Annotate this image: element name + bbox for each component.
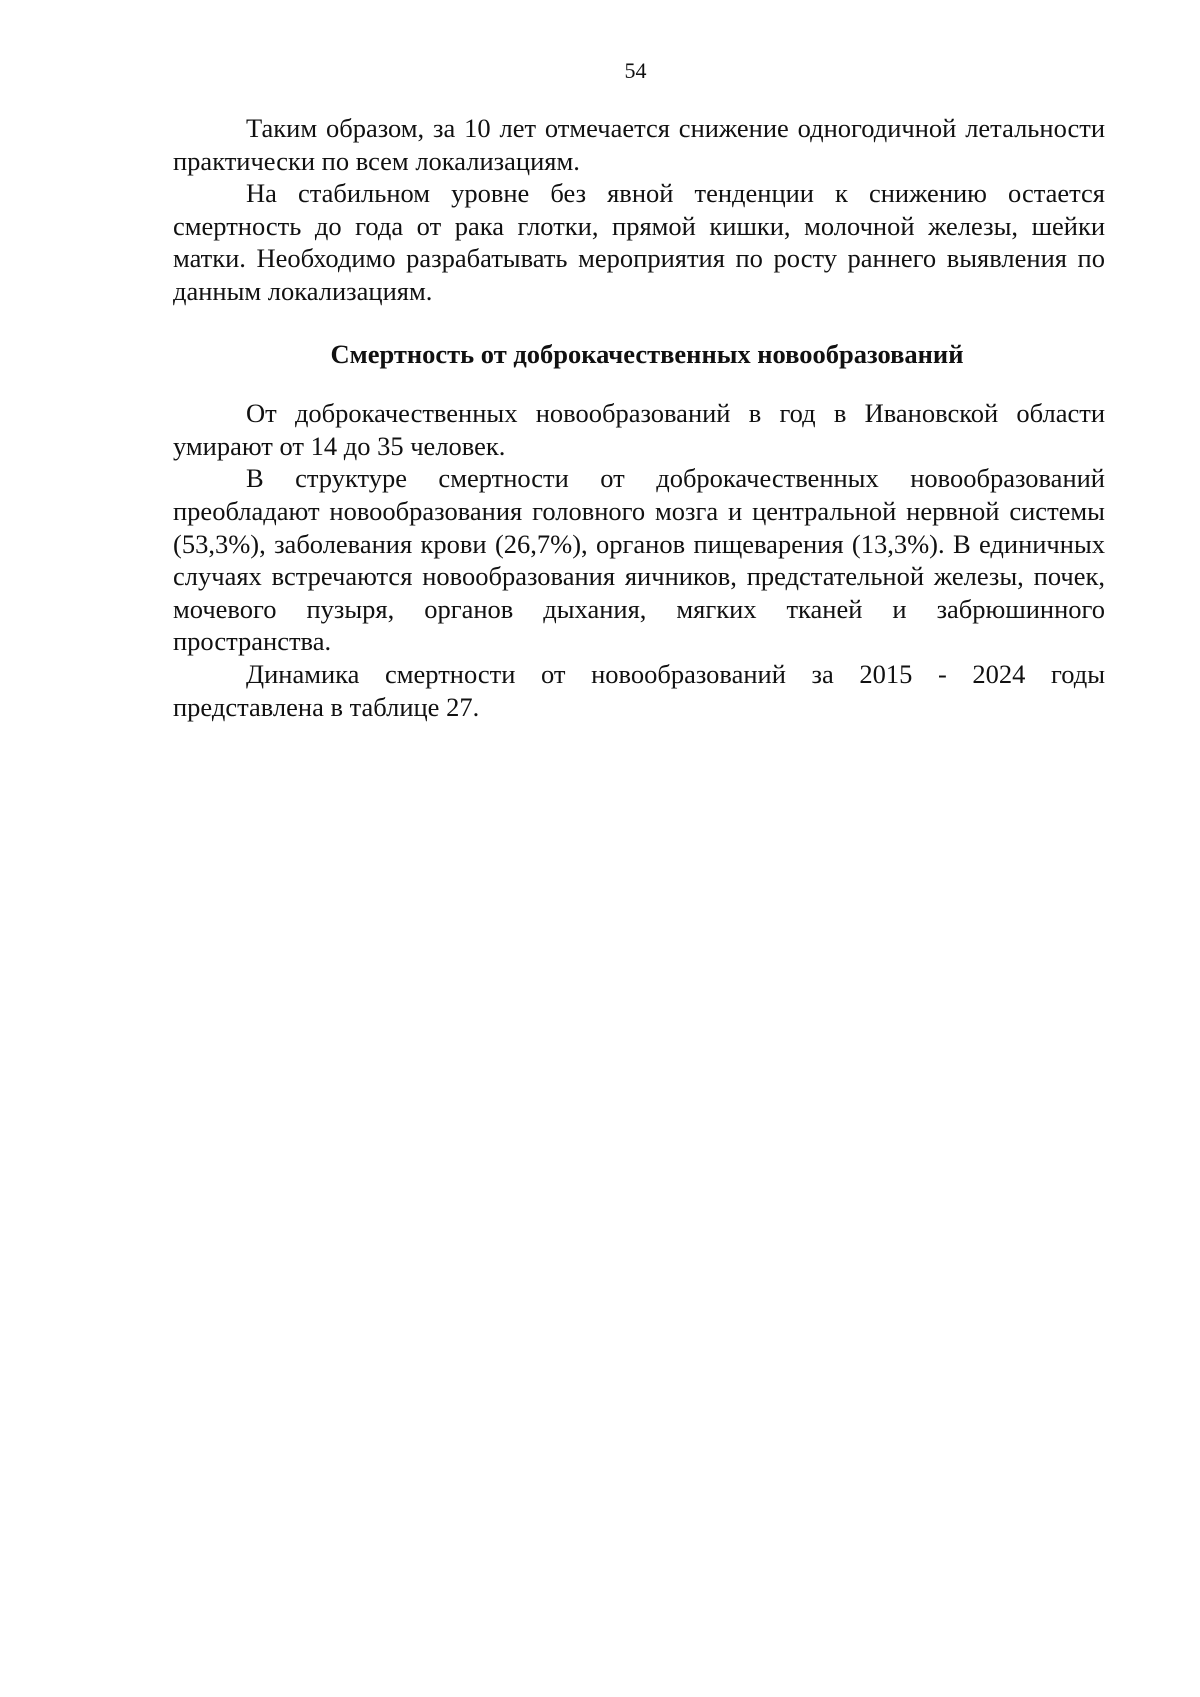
paragraph-stable-mortality: На стабильном уровне без явной тенденции к снижению остается смертность до года от рака глотки, прямой кишки, молочной железы, шейки матки. Необходимо разрабатывать мероприятия по росту раннего выявления по данным локализациям. [173,178,1105,306]
paragraph-mortality-decline: Таким образом, за 10 лет отмечается снижение одногодичной летальности практически по всем локализациям. [173,113,1105,176]
section-heading: Смертность от доброкачественных новообразований [330,338,964,369]
paragraph-table-reference: Динамика смертности от новообразований за 2015 - 2024 годы представлена в таблице 27. [173,658,1105,722]
paragraph-annual-deaths: От доброкачественных новообразований в год в Ивановской области умирают от 14 до 35 человек. [173,398,1105,461]
page-number: 54 [624,58,647,83]
page-content [173,112,1105,723]
paragraph-mortality-structure: В структуре смертности от доброкачественных новообразований преобладают новообразования головного мозга и центральной нервной системы (53,3%), заболевания крови (26,7%), органов пищеварения (13,3%). В единичных случаях встречаются новообразования яичников, предстательной железы, почек, мочевого пузыря, органов дыхания, мягких тканей и забрюшинного пространства. [173,463,1105,657]
